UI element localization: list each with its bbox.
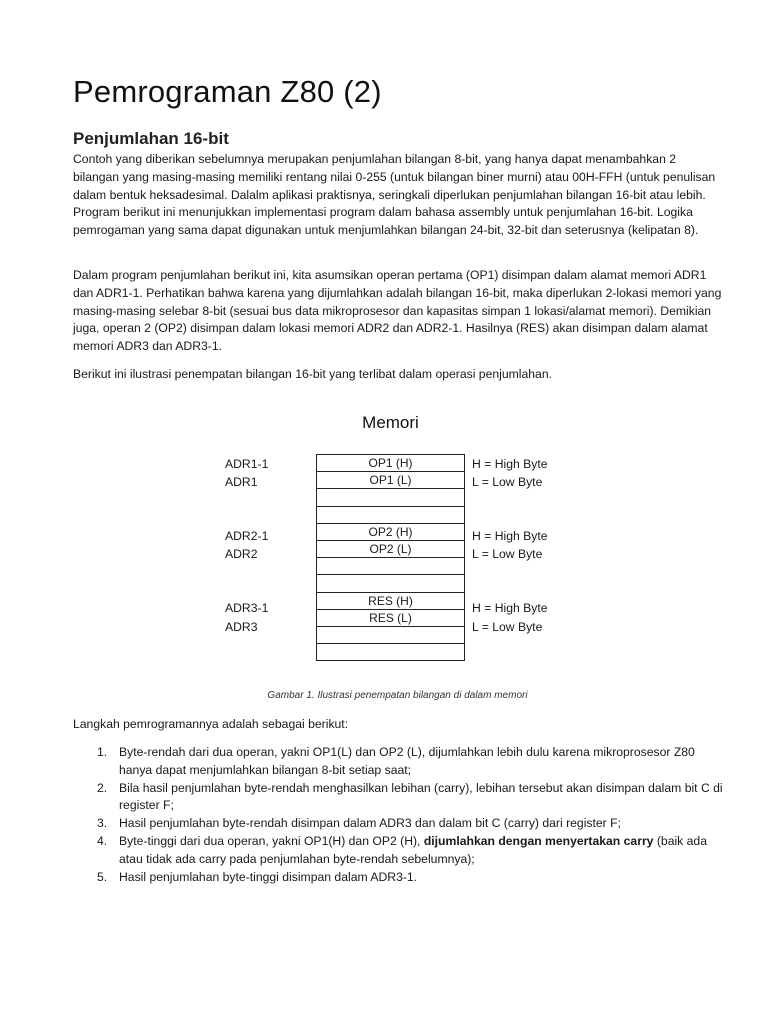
list-text: Bila hasil penjumlahan byte-rendah menghasilkan lebihan (carry), lebihan tersebut akan disimpan dalam bit C di register F; (119, 780, 723, 813)
list-text: Hasil penjumlahan byte-tinggi disimpan dalam ADR3-1. (119, 869, 418, 884)
memory-cell (317, 558, 465, 575)
list-number: 1. (97, 745, 108, 759)
list-text-bold: dijumlahkan dengan menyertakan carry (423, 833, 654, 848)
memory-table (316, 454, 465, 661)
list-item (73, 744, 723, 780)
address-label: ADR3 (225, 620, 258, 634)
list-item (73, 815, 723, 833)
steps-list (73, 744, 723, 886)
list-text-part: Byte-tinggi dari dua operan, yakni OP1(H) dan OP2 (H), (119, 833, 424, 848)
memory-cell: RES (L) (317, 609, 465, 626)
list-number: 5. (97, 869, 108, 884)
section-heading: Penjumlahan 16-bit (73, 129, 229, 148)
byte-note: H = High Byte (472, 529, 548, 543)
paragraph-operands: Dalam program penjumlahan berikut ini, kita asumsikan operan pertama (OP1) disimpan dalam alamat memori ADR1 dan ADR1-1. Perhatikan bahwa karena yang dijumlahkan adalah bilangan 16-bit, maka diperlukan 2-lokasi memori yang masing-masing selebar 8-bit (sesuai bus data mikroprosesor dan kapasitas simpan 1 lokasi/alamat memori). Demikian juga, operan 2 (OP2) disimpan dalam lokasi memori ADR2 dan ADR2-1. Hasilnya (RES) akan disimpan dalam alamat memori ADR3 dan ADR3-1. (73, 268, 722, 354)
list-text: Hasil penjumlahan byte-rendah disimpan dalam ADR3 dan dalam bit C (carry) dari register F; (119, 816, 621, 831)
memory-cell (317, 489, 465, 506)
address-label: ADR2-1 (225, 529, 269, 543)
address-label: ADR1-1 (225, 457, 269, 471)
byte-note: L = Low Byte (472, 475, 543, 489)
list-text (119, 834, 707, 866)
byte-note: L = Low Byte (472, 547, 543, 561)
memory-cell (317, 506, 465, 523)
memory-cell (317, 644, 465, 661)
memory-cell (317, 575, 465, 592)
list-number: 2. (97, 780, 108, 795)
paragraph-illustration: Berikut ini ilustrasi penempatan bilangan 16-bit yang terlibat dalam operasi penjumlahan. (73, 367, 552, 381)
memory-cell: OP1 (H) (317, 455, 465, 472)
list-text: Byte-rendah dari dua operan, yakni OP1(L) dan OP2 (L), dijumlahkan lebih dulu karena mikroprosesor Z80 hanya dapat menjumlahkan bilangan 8-bit setiap saat; (119, 745, 695, 777)
byte-note: H = High Byte (472, 457, 548, 471)
byte-note: L = Low Byte (472, 620, 543, 634)
paragraph-intro: Contoh yang diberikan sebelumnya merupakan penjumlahan bilangan 8-bit, yang hanya dapat menambahkan 2 bilangan yang masing-masing memiliki rentang nilai 0-255 (untuk bilangan biner murni) atau 00H-FFH (untuk penulisan dalam bentuk heksadesimal. Dalalm aplikasi praktisnya, seringkali diperlukan penjumlahan bilangan 16-bit atau lebih. Program berikut ini menunjukkan implementasi program dalam bahasa assembly untuk penjumlahan 16-bit. Logika pemrogaman yang sama dapat digunakan untuk menjumlahkan bilangan 24-bit, 32-bit dan seterusnya (kelipatan 8). (73, 152, 716, 238)
page-title: Pemrograman Z80 (2) (73, 74, 382, 109)
memory-cell (317, 626, 465, 643)
list-number: 3. (97, 816, 108, 831)
memory-cell: OP1 (L) (317, 472, 465, 489)
list-item (73, 869, 723, 887)
list-item (73, 833, 723, 869)
memory-cell: OP2 (H) (317, 523, 465, 540)
address-label: ADR3-1 (225, 601, 269, 615)
list-text-part: (baik ada atau tidak ada carry pada penjumlahan byte-rendah sebelumnya); (119, 833, 707, 866)
steps-intro: Langkah pemrogramannya adalah sebagai berikut: (73, 717, 349, 731)
memory-cell: RES (H) (317, 592, 465, 609)
list-item (73, 780, 723, 816)
address-label: ADR1 (225, 475, 258, 489)
figure-caption: Gambar 1. Ilustrasi penempatan bilangan di dalam memori (267, 690, 528, 701)
address-label: ADR2 (225, 547, 258, 561)
memory-cell: OP2 (L) (317, 540, 465, 557)
byte-note: H = High Byte (472, 601, 548, 615)
diagram-title: Memori (362, 413, 419, 432)
list-number: 4. (97, 833, 108, 848)
